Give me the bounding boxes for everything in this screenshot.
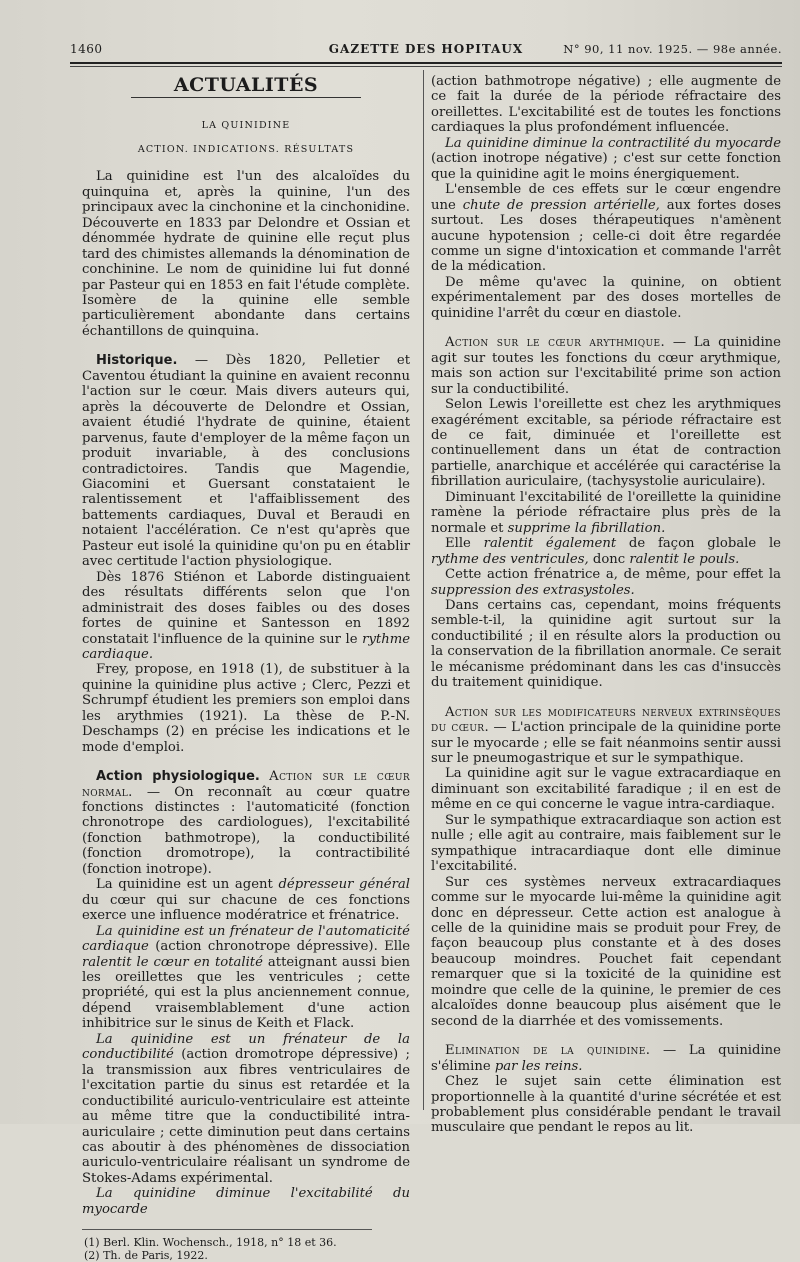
arythmique-paragraph-6: Dans certains cas, cependant, moins fréquents semble-t-il, la quinidine agit surtout sur la conductibilité ; il en résulte alors la production ou la conservation de la fibrillation anormale. Ce serait le mécanisme prédominant dans les cas d'insuccès du traitement quinidique.	[431, 597, 781, 691]
arythmique-heading: Action sur le cœur arythmique.	[445, 335, 666, 351]
historique-paragraph-2: Dès 1876 Stiénon et Laborde distinguaient des résultats différents selon que l'on administrait des doses faibles ou des doses fortes de quinine et Santesson en 1892 constatait l'influence de la quinine sur le rythme cardiaque.	[82, 569, 410, 662]
historique-heading: Historique.	[96, 353, 178, 369]
article-subtitle: ACTION. INDICATIONS. RÉSULTATS	[137, 143, 355, 155]
right-paragraph-4: De même qu'avec la quinine, on obtient expérimentalement par des doses mortelles de quinidine l'arrêt du cœur en diastole.	[431, 274, 781, 321]
nerveux-paragraph: Action sur les modificateurs nerveux extrinsèques du cœur. — L'action principale de la quinidine porte sur le myocarde ; elle se fait néanmoins sentir aussi sur le pneumogastrique et sur le sympathique.	[431, 704, 781, 767]
header-rule-thin	[70, 66, 782, 67]
action-paragraph: Action physiologique. Action sur le cœur normal. — On reconnaît au cœur quatre fonctions distinctes : l'automaticité (fonction chronotrope des cardiologues), l'excitabilité (fonction bathmotrope), la conductibilité (fonction dromotrope), la contractibilité (fonction inotrope).	[82, 769, 410, 877]
intro-paragraph: La quinidine est l'un des alcaloïdes du quinquina et, après la quinine, l'un des principaux avec la cinchonine et la cinchonidine. Découverte en 1833 par Delondre et Ossian et dénommée hydrate de quinine elle reçut plus tard des chimistes allemands la dénomination de conchinine. Le nom de quinidine lui fut donné par Pasteur qui en 1853 en fait l'étude complète. Isomère de la quinine elle semble particulièrement abondante dans certains échantillons de quinquina.	[82, 169, 410, 339]
nerveux-heading: Action sur les modificateurs nerveux extrinsèques du cœur.	[431, 704, 781, 736]
issue-info: N° 90, 11 nov. 1925. — 98e année.	[563, 42, 782, 56]
title-rule	[131, 97, 361, 98]
footnote-rule	[82, 1229, 372, 1230]
journal-title: GAZETTE DES HOPITAUX	[328, 42, 524, 56]
section-title: ACTUALITÉS	[173, 74, 319, 96]
elimination-paragraph: Elimination de la quinidine. — La quinidine s'élimine par les reins.	[431, 1043, 781, 1074]
nerveux-paragraph-2: La quinidine agit sur le vague extracardiaque en diminuant son excitabilité faradique ; il en est de même en ce qui concerne le vague intra-cardiaque.	[431, 766, 781, 813]
right-paragraph-2: La quinidine diminue la contractilité du myocarde (action inotrope négative) ; c'est sur cette fonction que la quinidine agit le moins énergiquement.	[431, 135, 781, 182]
arythmique-paragraph-2: Selon Lewis l'oreillette est chez les arythmiques exagérément excitable, sa période réfractaire est de ce fait, diminuée et l'oreillette est continuellement dans un état de contraction partielle, anarchique et accélérée qui caractérise la fibrillation auriculaire, (tachysystolie auriculaire).	[431, 397, 781, 490]
action-paragraph-4: La quinidine est un frénateur de la conductibilité (action dromotrope dépressive) ; la transmission aux fibres ventriculaires de l'excitation partie du sinus est retardée et la conductibilité auriculo-ventriculaire est atteinte au même titre que la conductibilité intra-auriculaire ; cette diminution peut dans certains cas aboutir à des phénomènes de dissociation auriculo-ventriculaire réalisant un syndrome de Stokes-Adams expérimental.	[82, 1031, 410, 1186]
running-head	[70, 38, 782, 60]
historique-paragraph: Historique. — Dès 1820, Pelletier et Caventou étudiant la quinine en avaient reconnu l'action sur le cœur. Mais divers auteurs qui, après la découverte de Delondre et Ossian, avaient étudié l'hydrate de quinine, étaient parvenus, faute d'employer de la même façon un produit invariable, à des conclusions contradictoires. Tandis que Magendie, Giacomini et Guersant constataient le ralentissement et l'affaiblissement des battements cardiaques, Duval et Beraudi en notaient l'accélération. Ce n'est qu'après que Pasteur eut isolé la quinidine qu'on pu en établir avec certitude l'action physiologique.	[82, 353, 410, 570]
footnote-1: (1) Berl. Klin. Wochensch., 1918, n° 18 et 36.	[84, 1236, 337, 1250]
action-paragraph-2: La quinidine est un agent dépresseur général du cœur qui sur chacune de ces fonctions exerce une influence modératrice et frénatrice.	[82, 877, 410, 924]
arythmique-paragraph-4: Elle ralentit également de façon globale le rythme des ventricules, donc ralentit le pouls.	[431, 536, 781, 567]
action-heading: Action physiologique.	[96, 769, 260, 785]
elimination-heading: Elimination de la quinidine.	[445, 1043, 651, 1059]
page-number: 1460	[70, 42, 103, 56]
column-divider	[423, 70, 424, 1110]
historique-paragraph-3: Frey, propose, en 1918 (1), de substituer à la quinine la quinidine plus active ; Clerc, Pezzi et Schrumpf étudient les premiers son emploi dans les arythmies (1921). La thèse de P.-N. Deschamps (2) en précise les indications et le mode d'emploi.	[82, 662, 410, 755]
action-paragraph-5: La quinidine diminue l'excitabilité du myocarde	[82, 1186, 410, 1217]
action-paragraph-3: La quinidine est un frénateur de l'automaticité cardiaque (action chronotrope dépressive). Elle ralentit le cœur en totalité atteignant aussi bien les oreillettes que les ventricules ; cette propriété, qui est la plus anciennement connue, dépend vraisemblablement d'une action inhibitrice sur le sinus de Keith et Flack.	[82, 923, 411, 1032]
action-subheading: Action sur le cœur normal.	[82, 769, 410, 800]
header-rule	[70, 62, 782, 64]
left-column	[82, 72, 410, 1262]
arythmique-paragraph-5: Cette action frénatrice a, de même, pour effet la suppression des extrasystoles.	[431, 567, 781, 598]
footnote-2: (2) Th. de Paris, 1922.	[84, 1249, 208, 1262]
right-paragraph-3: L'ensemble de ces effets sur le cœur engendre une chute de pression artérielle, aux fortes doses surtout. Les doses thérapeutiques n'amènent aucune hypotension ; celle-ci doit être regardée comme un signe d'intoxication et commande l'arrêt de la médication.	[431, 182, 782, 275]
right-column	[431, 74, 781, 1136]
nerveux-paragraph-3: Sur le sympathique extracardiaque son action est nulle ; elle agit au contraire, mais faiblement sur le sympathique intracardiaque dont elle diminue l'excitabilité.	[431, 812, 781, 875]
article-title: LA QUINIDINE	[201, 120, 291, 132]
arythmique-paragraph: Action sur le cœur arythmique. — La quinidine agit sur toutes les fonctions du cœur arythmique, mais son action sur l'excitabilité prime son action sur la conductibilité.	[431, 335, 781, 397]
nerveux-paragraph-4: Sur ces systèmes nerveux extracardiaques comme sur le myocarde lui-même la quinidine agit donc en dépresseur. Cette action est analogue à celle de la quinidine mais se produit pour Frey, de façon beaucoup plus constante et à des doses beaucoup moindres. Pouchet fait cependant remarquer que si la toxicité de la quinidine est moindre que celle de la quinine, le premier de ces alcaloïdes donne beaucoup plus aisément que le second de la diarrhée et des vomissements.	[431, 874, 781, 1029]
elimination-paragraph-2: Chez le sujet sain cette élimination est proportionnelle à la quantité d'urine sécrétée et est probablement plus considérable pendant le travail musculaire que pendant le repos au lit.	[431, 1074, 781, 1136]
arythmique-paragraph-3: Diminuant l'excitabilité de l'oreillette la quinidine ramène la période réfractaire plus près de la normale et supprime la fibrillation.	[431, 489, 781, 536]
right-paragraph-1: (action bathmotrope négative) ; elle augmente de ce fait la durée de la période réfractaire des oreillettes. L'excitabilité est de toutes les fonctions cardiaques la plus profondément influencée.	[431, 74, 781, 136]
